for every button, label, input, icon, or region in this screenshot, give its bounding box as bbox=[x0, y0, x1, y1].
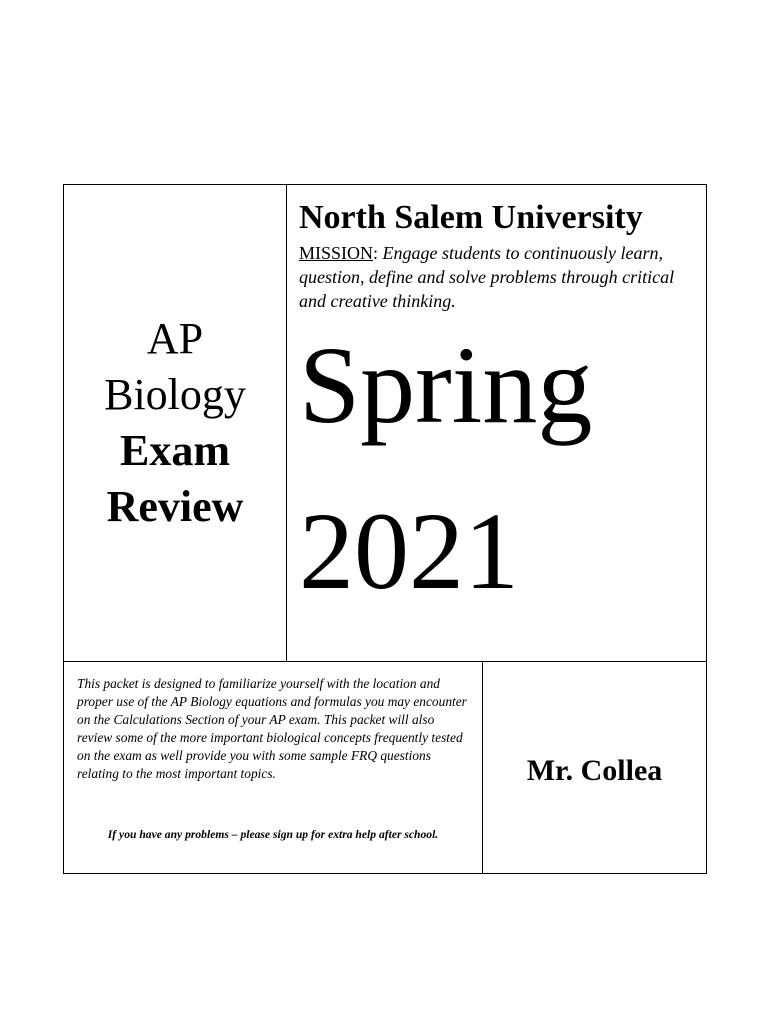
subject-review: Review bbox=[106, 482, 244, 531]
teacher-cell bbox=[483, 662, 706, 873]
mission-label: MISSION bbox=[299, 243, 374, 263]
term-season: Spring bbox=[299, 324, 593, 446]
subject-ap: AP bbox=[146, 314, 204, 363]
description-cell bbox=[64, 662, 483, 873]
extra-help-note: If you have any problems – please sign up for extra help after school. bbox=[107, 828, 439, 841]
teacher-name: Mr. Collea bbox=[526, 753, 663, 787]
header-cell bbox=[287, 185, 706, 661]
subject-biology: Biology bbox=[104, 370, 246, 419]
subject-exam: Exam bbox=[120, 426, 230, 475]
subject-cell bbox=[64, 185, 287, 661]
term-year: 2021 bbox=[299, 490, 519, 612]
cover-table bbox=[63, 184, 707, 874]
mission-statement bbox=[299, 241, 684, 313]
mission-text: Engage students to continuously learn, question, define and solve problems through critical and creative thinking. bbox=[299, 243, 675, 311]
mission-separator: : bbox=[373, 243, 383, 263]
packet-description: This packet is designed to familiarize yourself with the location and proper use of the AP Biology equations and formulas you may encounter on the Calculations Section of your AP exam. This packet will also review some of the more important biological concepts frequently tested on the exam as well provide you with some sample FRQ questions relating to the most important topics. bbox=[77, 676, 467, 781]
university-name: North Salem University bbox=[299, 199, 643, 236]
